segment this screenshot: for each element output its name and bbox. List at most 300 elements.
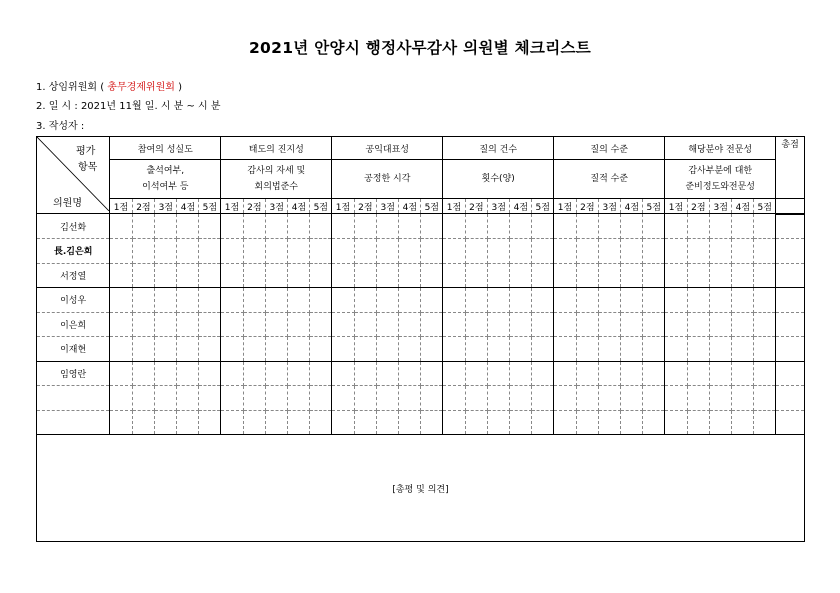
score-cell[interactable]: [732, 239, 754, 264]
score-cell[interactable]: [310, 263, 332, 288]
score-cell[interactable]: [532, 386, 554, 411]
score-cell[interactable]: [132, 361, 154, 386]
score-cell[interactable]: [266, 288, 288, 313]
score-cell[interactable]: [621, 312, 643, 337]
score-cell[interactable]: [599, 288, 621, 313]
score-cell[interactable]: [221, 239, 243, 264]
score-cell[interactable]: [643, 263, 665, 288]
score-cell[interactable]: [665, 239, 687, 264]
score-cell[interactable]: [332, 361, 354, 386]
score-cell[interactable]: [399, 239, 421, 264]
score-cell[interactable]: [510, 361, 532, 386]
committee-name: 총무경제위원회: [107, 82, 175, 93]
score-cell[interactable]: [266, 214, 288, 239]
score-cell[interactable]: [421, 263, 443, 288]
score-cell[interactable]: [399, 410, 421, 435]
score-cell[interactable]: [110, 288, 132, 313]
score-cell[interactable]: [132, 312, 154, 337]
score-cell[interactable]: [488, 361, 510, 386]
score-cell[interactable]: [288, 288, 310, 313]
score-cell[interactable]: [532, 337, 554, 362]
score-cell[interactable]: [377, 263, 399, 288]
score-cell[interactable]: [754, 214, 776, 239]
score-cell[interactable]: [576, 263, 598, 288]
score-cell[interactable]: [199, 214, 221, 239]
member-row: [37, 312, 805, 337]
score-cell[interactable]: [199, 386, 221, 411]
score-cell[interactable]: [754, 337, 776, 362]
score-cell[interactable]: [488, 312, 510, 337]
criterion-name: 질의 수준: [554, 137, 665, 160]
score-cell[interactable]: [421, 312, 443, 337]
score-cell[interactable]: [554, 288, 576, 313]
score-cell[interactable]: [155, 386, 177, 411]
score-cell[interactable]: [510, 386, 532, 411]
score-cell[interactable]: [576, 288, 598, 313]
total-cell[interactable]: [776, 337, 805, 362]
score-cell[interactable]: [399, 386, 421, 411]
score-cell[interactable]: [221, 410, 243, 435]
score-cell[interactable]: [266, 337, 288, 362]
score-cell[interactable]: [643, 337, 665, 362]
score-cell[interactable]: [532, 214, 554, 239]
total-cell[interactable]: [776, 263, 805, 288]
score-cell[interactable]: [221, 337, 243, 362]
score-cell[interactable]: [599, 214, 621, 239]
score-cell[interactable]: [488, 410, 510, 435]
score-cell[interactable]: [465, 312, 487, 337]
total-cell[interactable]: [776, 386, 805, 411]
score-cell[interactable]: [310, 312, 332, 337]
score-cell[interactable]: [576, 361, 598, 386]
score-cell[interactable]: [110, 214, 132, 239]
score-cell[interactable]: [665, 312, 687, 337]
score-cell[interactable]: [199, 312, 221, 337]
score-cell[interactable]: [243, 263, 265, 288]
score-cell[interactable]: [377, 214, 399, 239]
score-cell[interactable]: [243, 386, 265, 411]
score-cell[interactable]: [443, 337, 465, 362]
score-cell[interactable]: [377, 239, 399, 264]
score-cell[interactable]: [132, 337, 154, 362]
score-cell[interactable]: [510, 214, 532, 239]
score-cell[interactable]: [621, 386, 643, 411]
score-cell[interactable]: [399, 214, 421, 239]
score-cell[interactable]: [599, 361, 621, 386]
score-cell[interactable]: [310, 239, 332, 264]
score-cell[interactable]: [754, 410, 776, 435]
score-cell[interactable]: [399, 361, 421, 386]
score-cell[interactable]: [288, 337, 310, 362]
score-cell[interactable]: [687, 288, 709, 313]
score-cell[interactable]: [710, 410, 732, 435]
criterion-detail: [443, 160, 554, 199]
score-cell[interactable]: [710, 386, 732, 411]
score-cell[interactable]: [332, 263, 354, 288]
score-cell[interactable]: [732, 214, 754, 239]
score-cell[interactable]: [710, 361, 732, 386]
score-cell[interactable]: [554, 410, 576, 435]
score-cell[interactable]: [132, 386, 154, 411]
score-cell[interactable]: [288, 410, 310, 435]
score-cell[interactable]: [243, 410, 265, 435]
score-cell[interactable]: [177, 361, 199, 386]
score-cell[interactable]: [665, 288, 687, 313]
score-cell[interactable]: [243, 214, 265, 239]
score-cell[interactable]: [754, 239, 776, 264]
score-cell[interactable]: [288, 239, 310, 264]
score-cell[interactable]: [310, 337, 332, 362]
score-cell[interactable]: [288, 263, 310, 288]
score-cell[interactable]: [643, 288, 665, 313]
score-cell[interactable]: [732, 263, 754, 288]
score-cell[interactable]: [443, 214, 465, 239]
score-cell[interactable]: [266, 410, 288, 435]
score-cell[interactable]: [155, 288, 177, 313]
score-cell[interactable]: [710, 214, 732, 239]
score-cell[interactable]: [576, 410, 598, 435]
score-cell[interactable]: [710, 288, 732, 313]
score-cell[interactable]: [354, 239, 376, 264]
score-cell[interactable]: [177, 337, 199, 362]
member-name: 서정열: [37, 263, 110, 288]
score-cell[interactable]: [354, 337, 376, 362]
score-cell[interactable]: [621, 239, 643, 264]
member-row: [37, 288, 805, 313]
score-cell[interactable]: [421, 337, 443, 362]
score-cell[interactable]: [310, 288, 332, 313]
score-cell[interactable]: [643, 386, 665, 411]
score-cell[interactable]: [155, 263, 177, 288]
score-cell[interactable]: [576, 239, 598, 264]
score-cell[interactable]: [377, 386, 399, 411]
total-cell[interactable]: [776, 214, 805, 239]
score-cell[interactable]: [221, 386, 243, 411]
score-cell[interactable]: [732, 312, 754, 337]
score-cell[interactable]: [288, 386, 310, 411]
score-cell[interactable]: [288, 361, 310, 386]
score-cell[interactable]: [488, 239, 510, 264]
score-cell[interactable]: [443, 263, 465, 288]
score-cell[interactable]: [332, 410, 354, 435]
score-cell[interactable]: [665, 337, 687, 362]
score-cell[interactable]: [354, 410, 376, 435]
comment-label: [총평 및 의견]: [392, 484, 449, 495]
total-cell[interactable]: [776, 312, 805, 337]
total-cell[interactable]: [776, 410, 805, 435]
score-cell[interactable]: [288, 312, 310, 337]
score-cell[interactable]: [443, 312, 465, 337]
score-cell[interactable]: [510, 288, 532, 313]
score-cell[interactable]: [687, 263, 709, 288]
score-cell[interactable]: [621, 288, 643, 313]
score-cell[interactable]: [621, 337, 643, 362]
score-cell[interactable]: [221, 214, 243, 239]
score-cell[interactable]: [754, 361, 776, 386]
total-cell[interactable]: [776, 361, 805, 386]
score-cell[interactable]: [243, 361, 265, 386]
score-cell[interactable]: [132, 214, 154, 239]
total-cell[interactable]: [776, 239, 805, 264]
score-cell[interactable]: [110, 361, 132, 386]
score-cell[interactable]: [177, 288, 199, 313]
score-cell[interactable]: [199, 263, 221, 288]
score-cell[interactable]: [510, 263, 532, 288]
score-cell[interactable]: [687, 337, 709, 362]
score-cell[interactable]: [377, 410, 399, 435]
score-cell[interactable]: [665, 214, 687, 239]
score-cell[interactable]: [554, 337, 576, 362]
score-cell[interactable]: [621, 361, 643, 386]
score-cell[interactable]: [421, 410, 443, 435]
score-cell[interactable]: [199, 239, 221, 264]
criterion-name: 참여의 성실도: [110, 137, 221, 160]
score-cell[interactable]: [310, 386, 332, 411]
score-cell[interactable]: [488, 337, 510, 362]
score-cell[interactable]: [354, 312, 376, 337]
score-cell[interactable]: [687, 214, 709, 239]
criterion-detail-line1: 출석여부,: [146, 166, 185, 176]
score-cell[interactable]: [332, 386, 354, 411]
score-cell[interactable]: [754, 312, 776, 337]
score-cell[interactable]: [621, 263, 643, 288]
score-cell[interactable]: [266, 386, 288, 411]
score-cell[interactable]: [665, 386, 687, 411]
score-cell[interactable]: [310, 410, 332, 435]
score-cell[interactable]: [665, 263, 687, 288]
score-cell[interactable]: [199, 288, 221, 313]
member-row: [37, 214, 805, 239]
score-cell[interactable]: [643, 214, 665, 239]
score-cell[interactable]: [199, 410, 221, 435]
score-cell[interactable]: [354, 288, 376, 313]
score-cell[interactable]: [332, 312, 354, 337]
score-cell[interactable]: [377, 312, 399, 337]
score-cell[interactable]: [710, 239, 732, 264]
criterion-detail: [332, 160, 443, 199]
score-cell[interactable]: [243, 239, 265, 264]
comment-area[interactable]: [37, 435, 805, 542]
score-cell[interactable]: [465, 361, 487, 386]
score-cell[interactable]: [643, 312, 665, 337]
score-cell[interactable]: [177, 239, 199, 264]
score-cell[interactable]: [576, 386, 598, 411]
score-cell[interactable]: [532, 263, 554, 288]
score-cell[interactable]: [754, 288, 776, 313]
score-cell[interactable]: [576, 312, 598, 337]
score-cell[interactable]: [377, 361, 399, 386]
score-cell[interactable]: [399, 263, 421, 288]
score-cell[interactable]: [488, 214, 510, 239]
score-cell[interactable]: [554, 361, 576, 386]
score-cell[interactable]: [310, 214, 332, 239]
score-cell[interactable]: [266, 239, 288, 264]
score-cell[interactable]: [421, 386, 443, 411]
score-cell[interactable]: [643, 410, 665, 435]
score-cell[interactable]: [354, 214, 376, 239]
score-cell[interactable]: [465, 263, 487, 288]
score-cell[interactable]: [488, 263, 510, 288]
comment-row: [37, 435, 805, 542]
score-cell[interactable]: [488, 386, 510, 411]
score-cell[interactable]: [465, 239, 487, 264]
score-cell[interactable]: [599, 410, 621, 435]
score-cell[interactable]: [221, 288, 243, 313]
score-cell[interactable]: [310, 361, 332, 386]
score-cell[interactable]: [732, 410, 754, 435]
score-cell[interactable]: [643, 361, 665, 386]
score-cell[interactable]: [155, 312, 177, 337]
score-cell[interactable]: [643, 239, 665, 264]
total-cell[interactable]: [776, 288, 805, 313]
score-cell[interactable]: [177, 312, 199, 337]
score-cell[interactable]: [377, 337, 399, 362]
score-cell[interactable]: [221, 263, 243, 288]
score-label: 2점: [576, 199, 598, 214]
score-cell[interactable]: [687, 410, 709, 435]
score-cell[interactable]: [110, 239, 132, 264]
score-cell[interactable]: [421, 239, 443, 264]
score-cell[interactable]: [554, 312, 576, 337]
score-cell[interactable]: [421, 288, 443, 313]
committee-line: [36, 78, 182, 93]
score-cell[interactable]: [488, 288, 510, 313]
score-cell[interactable]: [110, 263, 132, 288]
score-cell[interactable]: [243, 337, 265, 362]
score-cell[interactable]: [576, 337, 598, 362]
score-cell[interactable]: [399, 288, 421, 313]
score-cell[interactable]: [443, 288, 465, 313]
score-cell[interactable]: [332, 239, 354, 264]
score-cell[interactable]: [266, 263, 288, 288]
member-name: 이성우: [37, 288, 110, 313]
score-cell[interactable]: [266, 312, 288, 337]
score-cell[interactable]: [621, 410, 643, 435]
score-cell[interactable]: [177, 410, 199, 435]
score-cell[interactable]: [243, 288, 265, 313]
criterion-detail-line2: 회의법준수: [254, 182, 298, 192]
score-cell[interactable]: [288, 214, 310, 239]
score-cell[interactable]: [554, 386, 576, 411]
score-cell[interactable]: [354, 263, 376, 288]
score-cell[interactable]: [732, 337, 754, 362]
score-cell[interactable]: [554, 263, 576, 288]
author-line: 3. 작성자 :: [36, 121, 85, 132]
score-cell[interactable]: [510, 312, 532, 337]
score-cell[interactable]: [621, 214, 643, 239]
score-label: 5점: [643, 199, 665, 214]
score-cell[interactable]: [110, 410, 132, 435]
score-cell[interactable]: [266, 361, 288, 386]
score-cell[interactable]: [465, 386, 487, 411]
score-cell[interactable]: [132, 410, 154, 435]
score-cell[interactable]: [599, 239, 621, 264]
member-row: [37, 386, 805, 411]
score-cell[interactable]: [554, 214, 576, 239]
score-cell[interactable]: [532, 361, 554, 386]
score-cell[interactable]: [687, 239, 709, 264]
score-cell[interactable]: [687, 361, 709, 386]
score-cell[interactable]: [132, 239, 154, 264]
score-cell[interactable]: [110, 337, 132, 362]
score-cell[interactable]: [532, 410, 554, 435]
score-cell[interactable]: [599, 337, 621, 362]
score-cell[interactable]: [377, 288, 399, 313]
score-cell[interactable]: [687, 386, 709, 411]
score-cell[interactable]: [599, 312, 621, 337]
score-cell[interactable]: [155, 214, 177, 239]
score-cell[interactable]: [199, 337, 221, 362]
score-cell[interactable]: [354, 386, 376, 411]
score-cell[interactable]: [732, 361, 754, 386]
score-cell[interactable]: [155, 410, 177, 435]
score-cell[interactable]: [243, 312, 265, 337]
score-cell[interactable]: [465, 337, 487, 362]
score-cell[interactable]: [221, 312, 243, 337]
score-cell[interactable]: [710, 312, 732, 337]
committee-prefix: 1. 상임위원회 (: [36, 82, 105, 93]
score-cell[interactable]: [599, 263, 621, 288]
score-cell[interactable]: [221, 361, 243, 386]
score-cell[interactable]: [177, 263, 199, 288]
score-cell[interactable]: [110, 386, 132, 411]
score-cell[interactable]: [576, 214, 598, 239]
score-cell[interactable]: [754, 263, 776, 288]
score-cell[interactable]: [443, 410, 465, 435]
score-cell[interactable]: [465, 288, 487, 313]
score-cell[interactable]: [732, 288, 754, 313]
score-cell[interactable]: [532, 312, 554, 337]
score-cell[interactable]: [443, 239, 465, 264]
score-cell[interactable]: [132, 288, 154, 313]
score-cell[interactable]: [532, 239, 554, 264]
score-cell[interactable]: [399, 312, 421, 337]
score-cell[interactable]: [710, 263, 732, 288]
score-cell[interactable]: [155, 337, 177, 362]
score-cell[interactable]: [599, 386, 621, 411]
score-cell[interactable]: [687, 312, 709, 337]
score-cell[interactable]: [510, 337, 532, 362]
score-cell[interactable]: [465, 410, 487, 435]
score-cell[interactable]: [510, 239, 532, 264]
score-cell[interactable]: [155, 239, 177, 264]
score-cell[interactable]: [332, 337, 354, 362]
score-cell[interactable]: [465, 214, 487, 239]
score-cell[interactable]: [710, 337, 732, 362]
score-cell[interactable]: [132, 263, 154, 288]
score-cell[interactable]: [332, 214, 354, 239]
score-cell[interactable]: [354, 361, 376, 386]
score-cell[interactable]: [155, 361, 177, 386]
score-cell[interactable]: [665, 410, 687, 435]
score-cell[interactable]: [199, 361, 221, 386]
score-cell[interactable]: [532, 288, 554, 313]
score-cell[interactable]: [421, 361, 443, 386]
score-cell[interactable]: [421, 214, 443, 239]
score-cell[interactable]: [443, 361, 465, 386]
score-cell[interactable]: [554, 239, 576, 264]
score-cell[interactable]: [732, 386, 754, 411]
score-cell[interactable]: [665, 361, 687, 386]
score-cell[interactable]: [399, 337, 421, 362]
score-cell[interactable]: [110, 312, 132, 337]
score-cell[interactable]: [443, 386, 465, 411]
score-cell[interactable]: [510, 410, 532, 435]
score-cell[interactable]: [177, 214, 199, 239]
score-cell[interactable]: [177, 386, 199, 411]
score-cell[interactable]: [332, 288, 354, 313]
score-cell[interactable]: [754, 386, 776, 411]
